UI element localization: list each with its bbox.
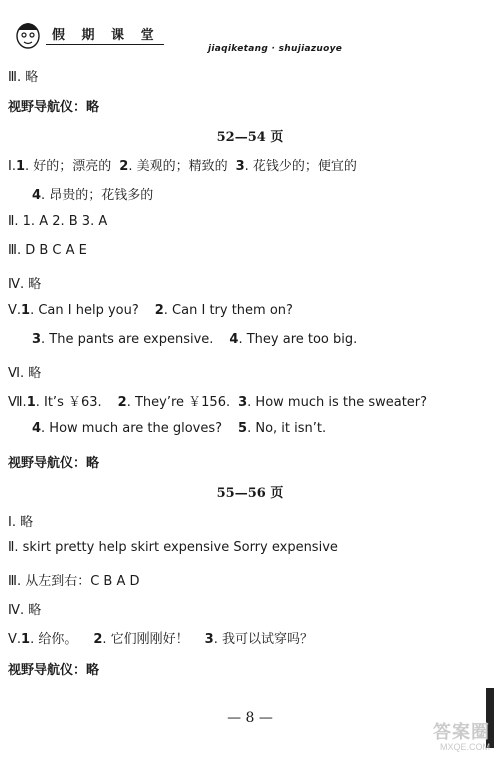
watermark-url: MXQE.COM — [439, 742, 490, 752]
watermark: 答案圈 — [433, 722, 490, 742]
answer-line: 4. How much are the gloves? 5. No, it isn’t. — [32, 421, 327, 436]
answer-line: 3. The pants are expensive. 4. They are too big. — [32, 332, 358, 347]
answer-line: Ⅳ. 略 — [8, 277, 42, 292]
brand-title: 假 期 课 堂 — [52, 28, 160, 43]
answer-line: Ⅵ. 略 — [8, 366, 42, 381]
header-pinyin: jiaqiketang · shujiazuoye — [208, 44, 343, 54]
answer-line: Ⅲ. 略 — [8, 70, 39, 85]
nav-line: 视野导航仪：略 — [8, 100, 100, 115]
answer-line: Ⅲ. 从左到右：C B A D — [8, 574, 140, 589]
answer-line: Ⅴ.1. Can I help you? 2. Can I try them on? — [8, 303, 293, 318]
answer-line: Ⅴ.1. 给你。 2. 它们刚刚好！ 3. 我可以试穿吗？ — [8, 632, 313, 647]
answer-line: Ⅱ. skirt pretty help skirt expensive Sorry expensive — [8, 540, 338, 555]
nav-line: 视野导航仪：略 — [8, 663, 100, 678]
answer-line: Ⅳ. 略 — [8, 603, 42, 618]
nav-line: 视野导航仪：略 — [8, 456, 100, 471]
section-heading: 55—56 页 — [216, 486, 284, 501]
section-heading: 52—54 页 — [216, 130, 284, 145]
header-rule — [46, 44, 164, 45]
answer-line: Ⅱ. 1. A 2. B 3. A — [8, 214, 108, 229]
answer-line: Ⅶ.1. It’s ￥63. 2. They’re ￥156. 3. How much is the sweater? — [8, 395, 428, 410]
answer-line: 4. 昂贵的；花钱多的 — [32, 188, 154, 203]
answer-line: Ⅰ.1. 好的；漂亮的 2. 美观的；精致的 3. 花钱少的；便宜的 — [8, 159, 357, 174]
answer-line: Ⅰ. 略 — [8, 515, 34, 530]
answer-line: Ⅲ. D B C A E — [8, 243, 87, 258]
page-number: — 8 — — [227, 710, 273, 726]
mascot-icon — [12, 14, 44, 50]
